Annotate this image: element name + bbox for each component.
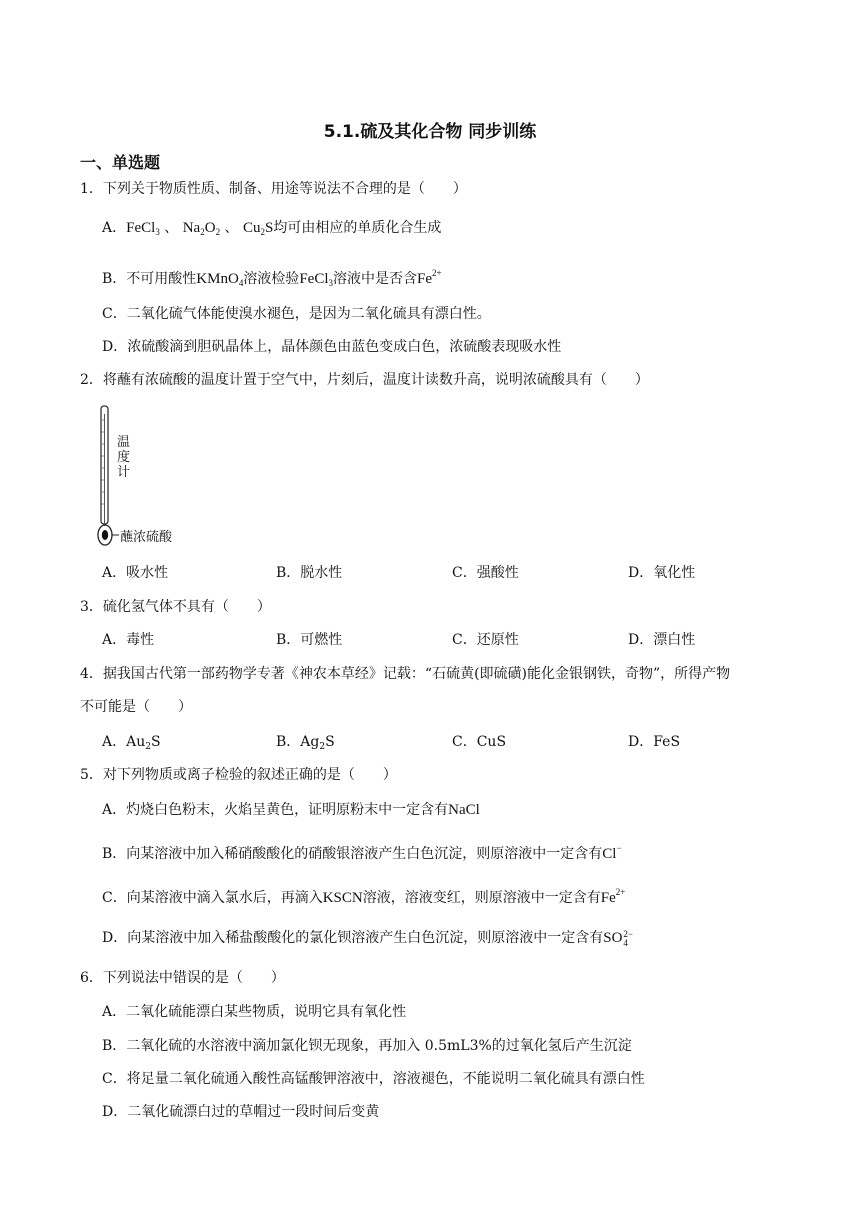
formula-so4-2minus: SO 2− 4 — [603, 928, 633, 948]
formula-fe2plus: $Fe^{2+}$ — [417, 268, 442, 287]
formula-kscn: KSCN — [322, 890, 363, 906]
question-5-option-d: D．向某溶液中加入稀盐酸酸化的氯化钡溶液产生白色沉淀，则原溶液中一定含有SO 2− 4 — [102, 928, 633, 948]
question-6-option-b: B．二氧化硫的水溶液中滴加氯化钡无现象，再加入 0.5mL3%的过氧化氢后产生沉淀 — [102, 1038, 632, 1054]
question-4-stem: 4．据我国古代第一部药物学专著《神农本草经》记载：“石硫黄(即硫磺)能化金银钢铁，奇物”，所得产物 — [80, 666, 731, 682]
question-3-option-d: D．漂白性 — [628, 632, 696, 648]
thermometer-label: 度 — [117, 450, 131, 465]
question-4-stem-continued: 不可能是（ ） — [80, 699, 192, 715]
formula-fecl3: FeCl$_3$ — [299, 271, 333, 288]
formula-cu2s: $Cu_2S$ — [242, 220, 274, 237]
question-2-option-d: D．氧化性 — [628, 565, 696, 581]
question-6-option-c: C．将足量二氧化硫通入酸性高锰酸钾溶液中，溶液褪色，不能说明二氧化硫具有漂白性 — [102, 1071, 645, 1087]
question-2-option-c: C．强酸性 — [452, 565, 519, 581]
question-1-option-b: B．不可用酸性KMnO$_4$溶液检验FeCl$_3$溶液中是否含$Fe^{2+}$ — [102, 268, 442, 288]
thermometer-figure — [96, 402, 216, 556]
question-4-option-a: A．$Au_2S$ — [102, 734, 161, 752]
question-1-option-a: A．FeCl$_3$ 、 $Na_2O_2$ 、 $Cu_2S$均可由相应的单质化合生成 — [102, 220, 442, 237]
question-5-option-b: B．向某溶液中加入稀硝酸酸化的硝酸银溶液产生白色沉淀，则原溶液中一定含有Cl− — [102, 843, 622, 862]
question-3-stem: 3．硫化氢气体不具有（ ） — [80, 599, 271, 615]
question-3-option-b: B．可燃性 — [276, 632, 343, 648]
question-3-option-c: C．还原性 — [452, 632, 519, 648]
question-4-option-d: D．FeS — [628, 734, 681, 750]
question-1-option-d: D．浓硫酸滴到胆矾晶体上，晶体颜色由蓝色变成白色，浓硫酸表现吸水性 — [102, 339, 562, 355]
question-5-option-c: C．向某溶液中滴入氯水后，再滴入KSCN溶液，溶液变红，则原溶液中一定含有$Fe^{2+}$ — [102, 887, 626, 906]
question-3-option-a: A．毒性 — [102, 632, 155, 648]
formula-nacl: NaCl — [448, 802, 480, 818]
formula-kmno4: KMnO$_4$ — [196, 271, 244, 288]
formula-fecl3: FeCl$_3$ — [126, 220, 160, 237]
question-6-option-d: D．二氧化硫漂白过的草帽过一段时间后变黄 — [102, 1104, 380, 1120]
question-6-stem: 6．下列说法中错误的是（ ） — [80, 970, 285, 986]
option-prefix: A． — [102, 220, 127, 236]
formula-cl-minus: Cl− — [602, 843, 622, 862]
bulb-label: 蘸浓硫酸 — [120, 530, 173, 545]
thermometer-label: 计 — [117, 465, 131, 480]
question-1-stem: 1．下列关于物质性质、制备、用途等说法不合理的是（ ） — [80, 181, 467, 197]
question-2-option-b: B．脱水性 — [276, 565, 343, 581]
question-1-option-c: C．二氧化硫气体能使溴水褪色，是因为二氧化硫具有漂白性。 — [102, 306, 491, 322]
question-6-option-a: A．二氧化硫能漂白某些物质，说明它具有氧化性 — [102, 1004, 407, 1020]
formula-fe2plus: $Fe^{2+}$ — [600, 887, 626, 906]
question-5-option-a: A．灼烧白色粉末，火焰呈黄色，证明原粉末中一定含有NaCl — [102, 802, 480, 818]
question-2-option-a: A．吸水性 — [102, 565, 169, 581]
question-2-stem: 2．将蘸有浓硫酸的温度计置于空气中，片刻后，温度计读数升高，说明浓硫酸具有（ ） — [80, 372, 649, 388]
section-heading: 一、单选题 — [80, 153, 161, 172]
question-5-stem: 5．对下列物质或离子检验的叙述正确的是（ ） — [80, 767, 397, 783]
question-4-option-c: C．CuS — [452, 734, 507, 750]
thermometer-label: 温 — [117, 435, 131, 450]
page-title: 5.1.硫及其化合物 同步训练 — [323, 122, 537, 142]
question-4-option-b: B．$Ag_2S$ — [276, 734, 335, 752]
formula-na2o2: $Na_2O_2$ — [182, 220, 221, 237]
